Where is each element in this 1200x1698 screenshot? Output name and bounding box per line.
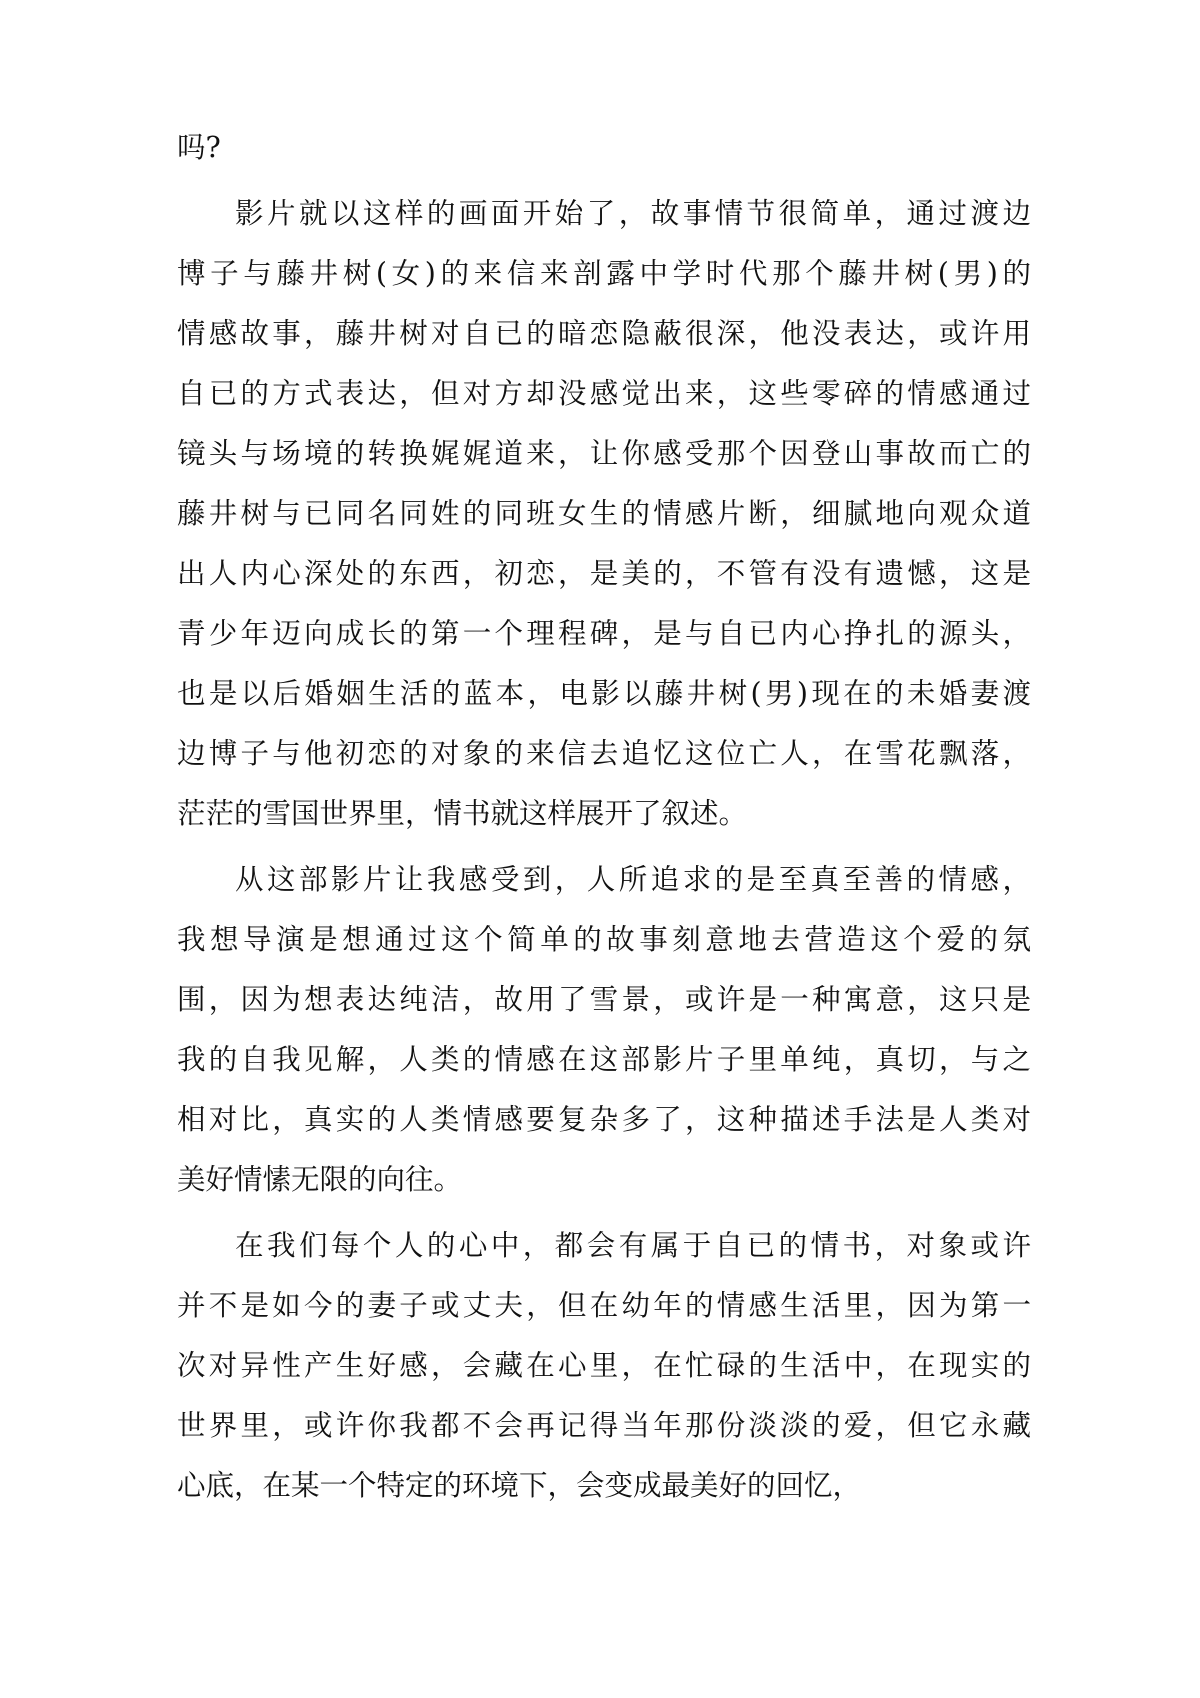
paragraph-plot-summary — [177, 184, 1031, 844]
text-line: 出人内心深处的东西，初恋，是美的，不管有没有遗憾，这是 — [177, 557, 1031, 590]
document-body — [177, 118, 1031, 1516]
text-line: 从这部影片让我感受到，人所追求的是至真至善的情感， — [235, 863, 1031, 896]
text-line: 美好情愫无限的向往。 — [177, 1163, 463, 1196]
paragraph-reflection — [177, 850, 1031, 1210]
text-line: 在我们每个人的心中，都会有属于自已的情书，对象或许 — [235, 1229, 1031, 1262]
text-line: 影片就以这样的画面开始了，故事情节很简单，通过渡边 — [235, 197, 1031, 230]
paragraph-love-letter — [177, 1216, 1031, 1516]
text-line: 相对比，真实的人类情感要复杂多了，这种描述手法是人类对 — [177, 1103, 1031, 1136]
text-line: 博子与藤井树(女)的来信来剖露中学时代那个藤井树(男)的 — [177, 257, 1031, 290]
paragraph-continuation — [177, 118, 1031, 178]
text-line: 也是以后婚姻生活的蓝本，电影以藤井树(男)现在的未婚妻渡 — [177, 677, 1031, 710]
text-line: 自已的方式表达，但对方却没感觉出来，这些零碎的情感通过 — [177, 377, 1031, 410]
text-line: 并不是如今的妻子或丈夫，但在幼年的情感生活里，因为第一 — [177, 1289, 1031, 1322]
text-line: 我的自我见解，人类的情感在这部影片子里单纯，真切，与之 — [177, 1043, 1031, 1076]
text-line: 吗? — [177, 131, 221, 164]
text-line: 镜头与场境的转换娓娓道来，让你感受那个因登山事故而亡的 — [177, 437, 1031, 470]
text-line: 世界里，或许你我都不会再记得当年那份淡淡的爱，但它永藏 — [177, 1409, 1031, 1442]
text-line: 藤井树与已同名同姓的同班女生的情感片断，细腻地向观众道 — [177, 497, 1031, 530]
text-line: 青少年迈向成长的第一个理程碑，是与自已内心挣扎的源头， — [177, 617, 1031, 650]
text-line: 我想导演是想通过这个简单的故事刻意地去营造这个爱的氛 — [177, 923, 1031, 956]
text-line: 边博子与他初恋的对象的来信去追忆这位亡人，在雪花飘落， — [177, 737, 1031, 770]
text-line: 情感故事，藤井树对自已的暗恋隐蔽很深，他没表达，或许用 — [177, 317, 1031, 350]
text-line: 心底，在某一个特定的环境下，会变成最美好的回忆， — [177, 1469, 862, 1502]
text-line: 围，因为想表达纯洁，故用了雪景，或许是一种寓意，这只是 — [177, 983, 1031, 1016]
text-line: 茫茫的雪国世界里，情书就这样展开了叙述。 — [177, 797, 748, 830]
text-line: 次对异性产生好感，会藏在心里，在忙碌的生活中，在现实的 — [177, 1349, 1031, 1382]
